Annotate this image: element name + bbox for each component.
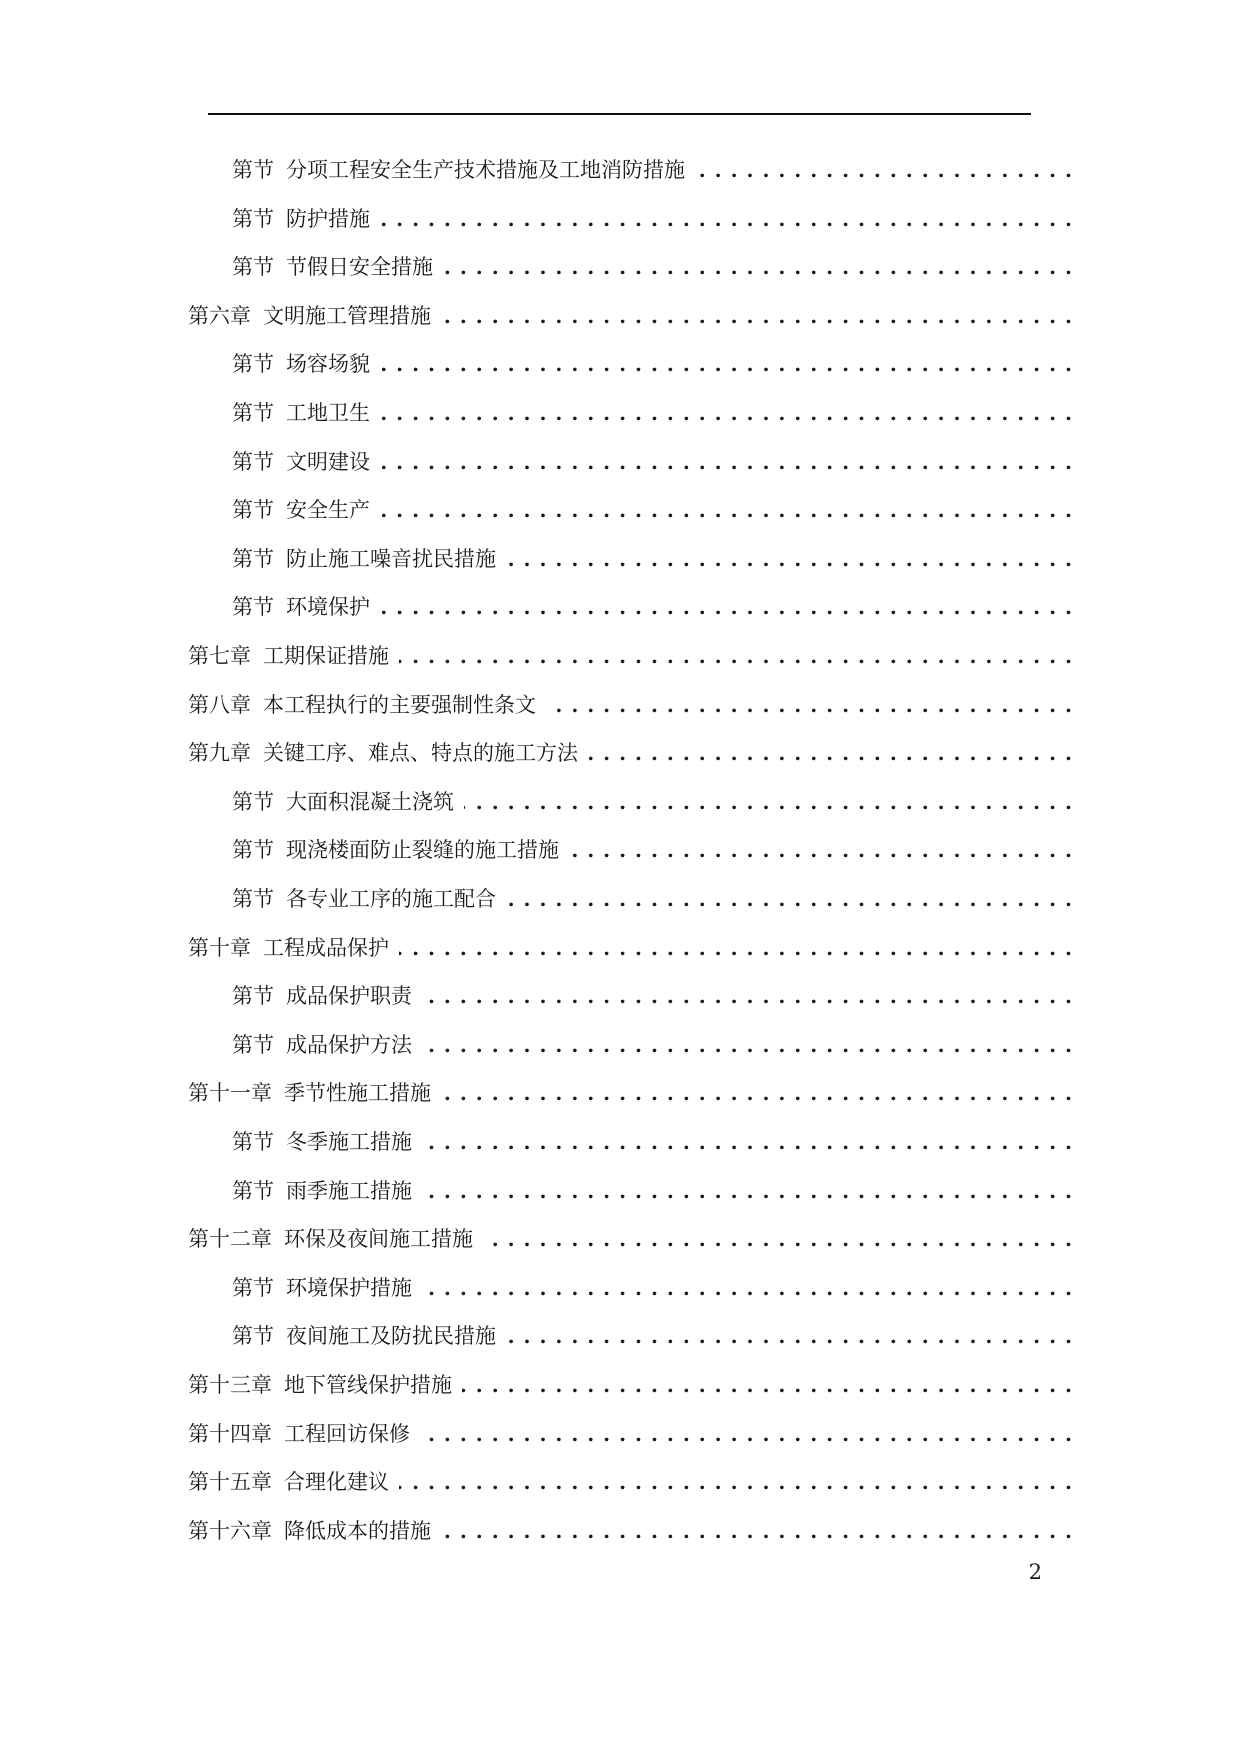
toc-section-entry — [232, 396, 1073, 430]
toc-entry-number: 第节 — [232, 984, 274, 1009]
toc-dot-leader — [569, 833, 1073, 867]
toc-entry-title: 现浇楼面防止裂缝的施工措施 — [286, 838, 559, 863]
toc-entry-number: 第节 — [232, 1178, 274, 1203]
toc-entry-number: 第六章 — [188, 303, 251, 328]
toc-chapter-entry — [188, 736, 1073, 770]
toc-entry-title: 成品保护方法 — [286, 1032, 412, 1057]
toc-entry-number: 第节 — [232, 1032, 274, 1057]
toc-entry-title: 大面积混凝土浇筑 — [286, 789, 454, 814]
toc-dot-leader — [506, 882, 1073, 916]
toc-dot-leader — [422, 1174, 1073, 1208]
toc-entry-number: 第十六章 — [188, 1518, 272, 1543]
toc-entry-number: 第九章 — [188, 741, 251, 766]
toc-entry-number: 第十一章 — [188, 1081, 272, 1106]
toc-section-entry — [232, 202, 1073, 236]
toc-entry-number: 第节 — [232, 595, 274, 620]
toc-entry-title: 各专业工序的施工配合 — [286, 887, 496, 911]
toc-dot-leader — [588, 736, 1073, 770]
toc-dot-leader — [441, 299, 1073, 333]
toc-entry-title: 环境保护 — [286, 595, 370, 620]
toc-entry-title: 分项工程安全生产技术措施及工地消防措施 — [286, 158, 685, 182]
toc-dot-leader — [695, 153, 1073, 187]
toc-chapter-entry — [188, 299, 1073, 333]
toc-section-entry — [232, 1319, 1073, 1353]
toc-section-entry — [232, 153, 1073, 187]
toc-entry-number: 第十章 — [188, 935, 251, 960]
toc-entry-title: 环保及夜间施工措施 — [284, 1227, 473, 1252]
toc-section-entry — [232, 542, 1073, 576]
toc-section-entry — [232, 1271, 1073, 1305]
toc-entry-number: 第节 — [232, 401, 274, 425]
toc-entry-title: 防止施工噪音扰民措施 — [286, 546, 496, 571]
toc-dot-leader — [441, 1076, 1073, 1110]
toc-dot-leader — [399, 931, 1073, 965]
toc-entry-number: 第十三章 — [188, 1373, 272, 1397]
toc-dot-leader — [422, 1125, 1073, 1159]
toc-entry-title: 地下管线保护措施 — [284, 1373, 452, 1397]
toc-entry-number: 第节 — [232, 1130, 274, 1154]
toc-section-entry — [232, 347, 1073, 381]
toc-section-entry — [232, 833, 1073, 867]
toc-entry-number: 第八章 — [188, 692, 251, 717]
toc-chapter-entry — [188, 1465, 1073, 1499]
toc-entry-title: 场容场貌 — [286, 352, 370, 377]
toc-dot-leader — [380, 493, 1073, 527]
toc-section-entry — [232, 250, 1073, 284]
toc-chapter-entry — [188, 688, 1073, 722]
toc-chapter-entry — [188, 1076, 1073, 1110]
toc-dot-leader — [380, 202, 1073, 236]
toc-dot-leader — [380, 445, 1073, 479]
toc-dot-leader — [506, 1319, 1073, 1353]
toc-dot-leader — [464, 785, 1073, 819]
toc-entry-title: 本工程执行的主要强制性条文 — [263, 692, 536, 717]
toc-entry-number: 第节 — [232, 789, 274, 814]
toc-entry-title: 夜间施工及防扰民措施 — [286, 1324, 496, 1349]
toc-entry-title: 合理化建议 — [284, 1470, 389, 1495]
toc-entry-title: 雨季施工措施 — [286, 1178, 412, 1203]
toc-entry-title: 文明建设 — [286, 449, 370, 474]
toc-dot-leader — [380, 396, 1073, 430]
toc-entry-number: 第十二章 — [188, 1227, 272, 1252]
toc-entry-number: 第节 — [232, 1275, 274, 1300]
toc-entry-title: 安全生产 — [286, 498, 370, 523]
toc-entry-title: 工期保证措施 — [263, 644, 389, 668]
toc-entry-title: 环境保护措施 — [286, 1275, 412, 1300]
toc-entry-title: 文明施工管理措施 — [263, 303, 431, 328]
toc-section-entry — [232, 590, 1073, 624]
toc-dot-leader — [462, 1368, 1073, 1402]
toc-chapter-entry — [188, 1368, 1073, 1402]
toc-dot-leader — [483, 1222, 1073, 1256]
toc-entry-number: 第节 — [232, 158, 274, 182]
toc-entry-number: 第节 — [232, 838, 274, 863]
toc-entry-title: 冬季施工措施 — [286, 1130, 412, 1154]
toc-entry-number: 第七章 — [188, 644, 251, 668]
toc-dot-leader — [422, 979, 1073, 1013]
toc-dot-leader — [546, 688, 1073, 722]
toc-entry-title: 关键工序、难点、特点的施工方法 — [263, 741, 578, 766]
toc-dot-leader — [380, 347, 1073, 381]
toc-entry-number: 第节 — [232, 887, 274, 911]
toc-entry-title: 季节性施工措施 — [284, 1081, 431, 1106]
toc-dot-leader — [420, 1417, 1073, 1451]
toc-entry-title: 节假日安全措施 — [286, 255, 433, 280]
toc-dot-leader — [380, 590, 1073, 624]
toc-entry-title: 工程成品保护 — [263, 935, 389, 960]
header-rule — [208, 113, 1031, 115]
toc-entry-number: 第节 — [232, 352, 274, 377]
toc-chapter-entry — [188, 931, 1073, 965]
toc-entry-title: 工地卫生 — [286, 401, 370, 425]
toc-section-entry — [232, 1028, 1073, 1062]
page-number: 2 — [1028, 1560, 1042, 1584]
toc-dot-leader — [506, 542, 1073, 576]
toc-entry-number: 第节 — [232, 546, 274, 571]
toc-section-entry — [232, 979, 1073, 1013]
toc-dot-leader — [443, 250, 1073, 284]
toc-entry-number: 第十四章 — [188, 1421, 272, 1446]
toc-entry-title: 防护措施 — [286, 206, 370, 231]
toc-entry-number: 第节 — [232, 449, 274, 474]
toc-section-entry — [232, 1174, 1073, 1208]
toc-dot-leader — [399, 1465, 1073, 1499]
toc-chapter-entry — [188, 1514, 1073, 1548]
toc-entry-number: 第节 — [232, 206, 274, 231]
toc-chapter-entry — [188, 1222, 1073, 1256]
toc-section-entry — [232, 882, 1073, 916]
toc-section-entry — [232, 1125, 1073, 1159]
toc-entry-title: 降低成本的措施 — [284, 1518, 431, 1543]
toc-entry-number: 第节 — [232, 255, 274, 280]
toc-entry-number: 第节 — [232, 498, 274, 523]
toc-dot-leader — [422, 1271, 1073, 1305]
toc-dot-leader — [399, 639, 1073, 673]
toc-entry-number: 第十五章 — [188, 1470, 272, 1495]
toc-dot-leader — [441, 1514, 1073, 1548]
toc-entry-title: 工程回访保修 — [284, 1421, 410, 1446]
toc-entry-number: 第节 — [232, 1324, 274, 1349]
toc-entry-title: 成品保护职责 — [286, 984, 412, 1009]
toc-section-entry — [232, 493, 1073, 527]
toc-section-entry — [232, 785, 1073, 819]
toc-dot-leader — [422, 1028, 1073, 1062]
toc-section-entry — [232, 445, 1073, 479]
toc-chapter-entry — [188, 1417, 1073, 1451]
toc-chapter-entry — [188, 639, 1073, 673]
